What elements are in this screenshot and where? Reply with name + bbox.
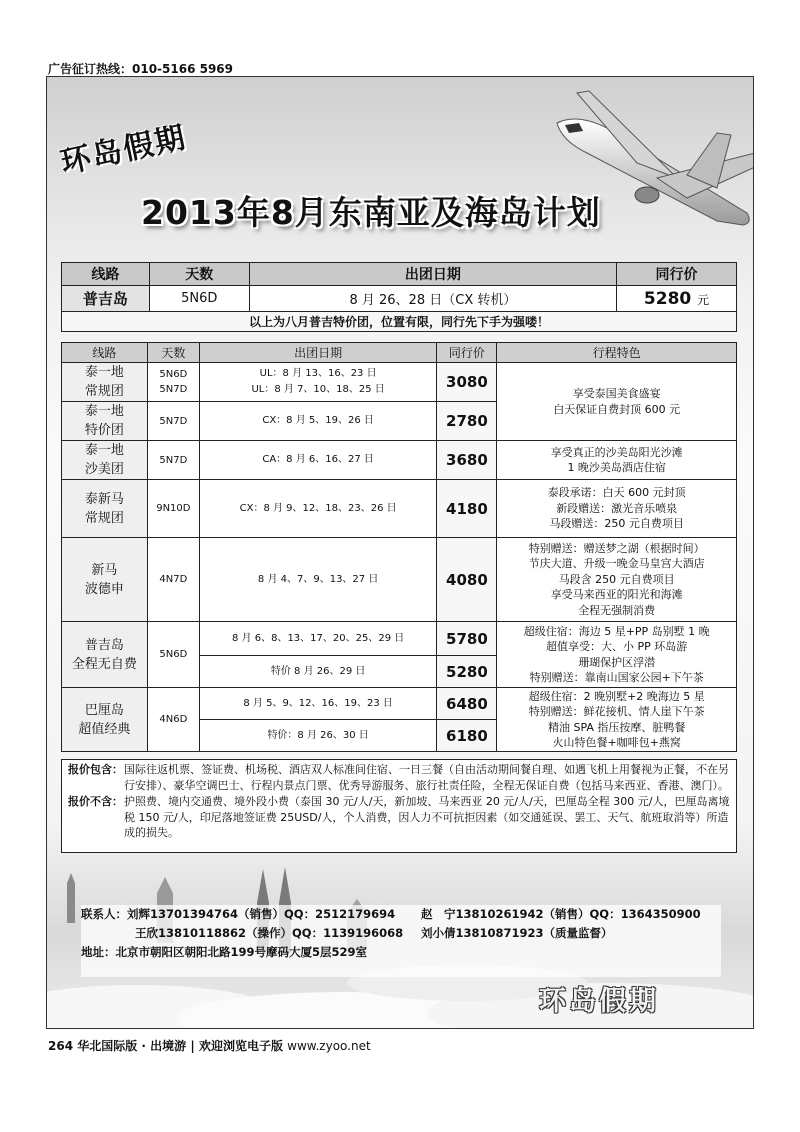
tour-days: 5N7D (147, 441, 199, 480)
tour-days: 5N6D (149, 286, 249, 312)
route-name: 新马 波德申 (62, 538, 148, 622)
trade-price: 5780 (437, 622, 497, 656)
route-name: 泰一地 沙美团 (62, 441, 148, 480)
departure-dates: 8 月 6、8、13、17、20、25、29 日 (199, 622, 437, 656)
tour-days: 5N6D 5N7D (147, 363, 199, 402)
address: 地址：北京市朝阳区朝阳北路199号摩码大厦5层529室 (81, 945, 368, 959)
tour-days: 4N6D (147, 688, 199, 752)
promo-note: 以上为八月普吉特价团，位置有限，同行先下手为强喽！ (62, 312, 737, 332)
table-row (62, 286, 737, 312)
contact-quality: 刘小倩13810871923（质量监督） (421, 926, 613, 940)
table-row (62, 441, 737, 480)
page-footer (48, 1037, 371, 1054)
departure-dates: UL：8 月 13、16、23 日 UL：8 月 7、10、18、25 日 (199, 363, 437, 402)
route-name: 泰新马 常规团 (62, 480, 148, 538)
route-name: 普吉岛 全程无自费 (62, 622, 148, 688)
col-header-days: 天数 (149, 263, 249, 286)
tour-features: 泰段承诺：白天 600 元封顶 新段赠送：激光音乐喷泉 马段赠送：250 元自费项目 (497, 480, 737, 538)
trade-price: 5280 (437, 656, 497, 688)
trade-price: 3080 (437, 363, 497, 402)
contact-info (81, 905, 721, 977)
departure-dates: CA：8 月 6、16、27 日 (199, 441, 437, 480)
tour-features: 特别赠送：赠送梦之湖（根据时间） 节庆大道、升级一晚金马皇宫大酒店 马段含 250 元自费项目 享受马来西亚的阳光和海滩 全程无强制消费 (497, 538, 737, 622)
price-terms (61, 759, 737, 853)
tour-schedule-table (61, 342, 737, 752)
trade-price: 4180 (437, 480, 497, 538)
contact-sales-1: 刘辉13701394764（销售）QQ：2512179694 (127, 907, 396, 921)
trade-price: 5280 元 (617, 286, 737, 312)
tour-features: 超级住宿：2 晚别墅+2 晚海边 5 星 特别赠送：鲜花接机、情人崖下午茶 精油 SPA 指压按摩、脏鸭餐 火山特色餐+咖啡包+燕窝 (497, 688, 737, 752)
col-header-days: 天数 (147, 343, 199, 363)
included-text: 国际往返机票、签证费、机场税、酒店双人标准间住宿、一日三餐（自由活动期间餐自理、如遇飞机上用餐视为正餐，不在另行安排）、豪华空调巴士、行程内景点门票、优秀导游服务、旅行社责任险，全程无保证自费（包括马来西亚、香港、澳门）。 (124, 763, 729, 792)
page-number: 264 (48, 1039, 74, 1053)
trade-price: 2780 (437, 402, 497, 441)
contact-sales-2: 赵 宁13810261942（销售）QQ：1364350900 (421, 907, 701, 921)
col-header-dates: 出团日期 (199, 343, 437, 363)
excluded-label: 报价不含： (68, 795, 123, 808)
departure-dates: CX：8 月 9、12、18、23、26 日 (199, 480, 437, 538)
departure-dates: 8 月 5、9、12、16、19、23 日 (199, 688, 437, 720)
advertisement (46, 76, 754, 1029)
table-row (62, 363, 737, 402)
col-header-price: 同行价 (437, 343, 497, 363)
route-name: 普吉岛 (62, 286, 150, 312)
route-name: 泰一地 特价团 (62, 402, 148, 441)
slogan: 欢迎浏览电子版 (198, 1039, 283, 1053)
featured-offer-table (61, 262, 737, 332)
trade-price: 6480 (437, 688, 497, 720)
col-header-features: 行程特色 (497, 343, 737, 363)
route-name: 巴厘岛 超值经典 (62, 688, 148, 752)
ad-hotline: 广告征订热线：010-5166 5969 (48, 62, 234, 76)
trade-price: 4080 (437, 538, 497, 622)
publication-name: 华北国际版 · 出境游 (77, 1039, 187, 1053)
departure-dates: 8 月 4、7、9、13、27 日 (199, 538, 437, 622)
trade-price: 3680 (437, 441, 497, 480)
tour-days: 5N6D (147, 622, 199, 688)
table-row (62, 538, 737, 622)
website-url: www.zyoo.net (287, 1039, 371, 1053)
tour-features: 享受真正的沙美岛阳光沙滩 1 晚沙美岛酒店住宿 (497, 441, 737, 480)
departure-dates: 特价 8 月 26、29 日 (199, 656, 437, 688)
excluded-text: 护照费、境内交通费、境外段小费（泰国 30 元/人/天，新加坡、马来西亚 20 元/人/天，巴厘岛全程 300 元/人，巴厘岛离境税 150 元/人，印尼落地签证费 25USD/人，个人消费，因人力不可抗拒因素（如交通延误、罢工、天气、航班取消等）所造成的损失。 (124, 795, 730, 839)
col-header-price: 同行价 (617, 263, 737, 286)
brand-logo-top: 环岛假期 (57, 119, 190, 181)
table-row (62, 480, 737, 538)
col-header-route: 线路 (62, 263, 150, 286)
col-header-route: 线路 (62, 343, 148, 363)
tour-days: 9N10D (147, 480, 199, 538)
contact-operations: 王欣13810118862（操作）QQ：1139196068 (135, 926, 404, 940)
headline: 2013年8月东南亚及海岛计划 (141, 193, 601, 232)
table-row (62, 622, 737, 656)
tour-days: 5N7D (147, 402, 199, 441)
contacts-label: 联系人： (81, 907, 127, 921)
trade-price: 6180 (437, 720, 497, 752)
tour-features: 超级住宿：海边 5 星+PP 岛别墅 1 晚 超值享受：大、小 PP 环岛游 珊瑚保护区浮潜 特别赠送：靠南山国家公园+下午茶 (497, 622, 737, 688)
brand-logo-bottom: 环岛假期 (539, 986, 659, 1017)
departure-dates: CX：8 月 5、19、26 日 (199, 402, 437, 441)
col-header-dates: 出团日期 (249, 263, 616, 286)
departure-dates: 8 月 26、28 日（CX 转机） (249, 286, 616, 312)
tour-features: 享受泰国美食盛宴 白天保证自费封顶 600 元 (497, 363, 737, 441)
tour-days: 4N7D (147, 538, 199, 622)
included-label: 报价包含： (68, 763, 123, 776)
route-name: 泰一地 常规团 (62, 363, 148, 402)
departure-dates: 特价：8 月 26、30 日 (199, 720, 437, 752)
divider: | (190, 1039, 195, 1053)
table-row (62, 688, 737, 720)
